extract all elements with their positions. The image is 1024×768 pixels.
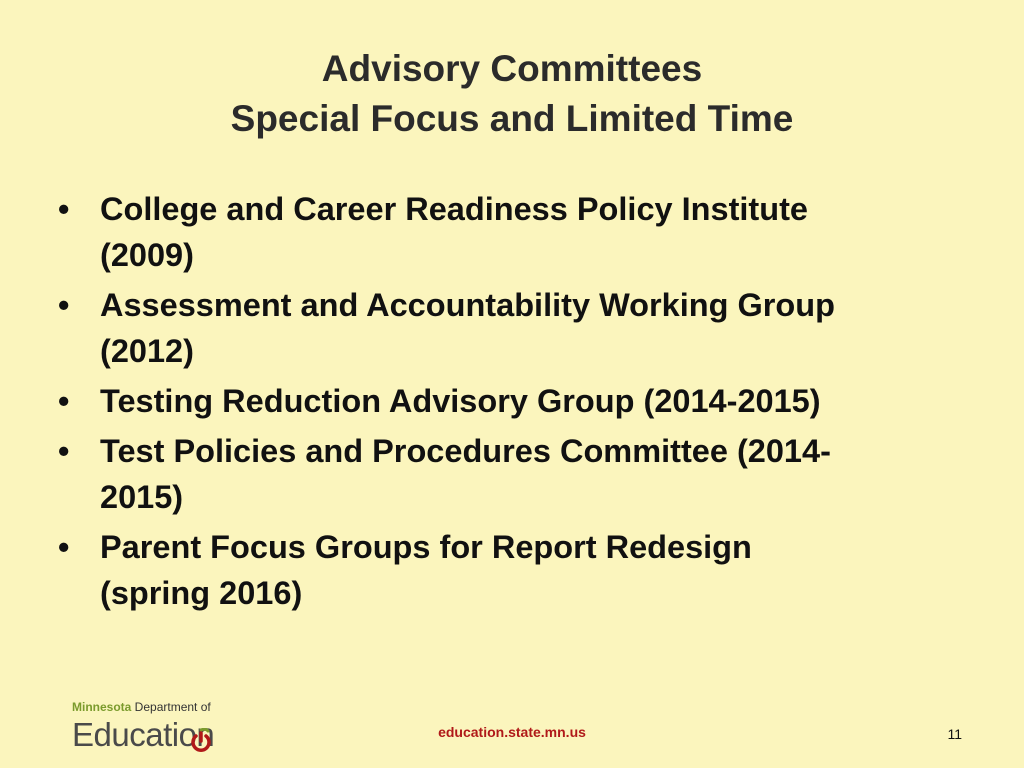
page-number: 11 (947, 726, 962, 742)
bullet-text-line: 2015) (100, 479, 184, 515)
bullet-icon: • (58, 433, 70, 469)
bullet-list (58, 186, 958, 620)
bullet-icon: • (58, 529, 70, 565)
bullet-text-line: Test Policies and Procedures Committee (2014- (100, 433, 831, 469)
slide-title (0, 44, 1024, 144)
footer-url: education.state.mn.us (438, 724, 586, 740)
bullet-icon: • (58, 191, 70, 227)
list-item (58, 186, 958, 278)
bullet-text-line: Assessment and Accountability Working Group (100, 287, 835, 323)
title-line-1: Advisory Committees (321, 48, 703, 89)
logo-dept: Department of (131, 700, 211, 714)
logo-wordmark: Education (72, 716, 215, 753)
title-line-2: Special Focus and Limited Time (230, 98, 794, 139)
logo-state: Minnesota (72, 700, 132, 714)
list-item (58, 378, 958, 424)
list-item (58, 524, 958, 616)
bullet-text-line: (spring 2016) (100, 575, 303, 611)
list-item (58, 282, 958, 374)
bullet-text-line: (2009) (100, 237, 194, 273)
bullet-text-line: (2012) (100, 333, 194, 369)
logo-top-line (72, 700, 211, 714)
list-item (58, 428, 958, 520)
bullet-text-line: College and Career Readiness Policy Institute (100, 191, 809, 227)
bullet-icon: • (58, 287, 70, 323)
bullet-text-line: Parent Focus Groups for Report Redesign (100, 529, 752, 565)
bullet-icon: • (58, 383, 70, 419)
bullet-text-line: Testing Reduction Advisory Group (2014-2015) (100, 383, 821, 419)
